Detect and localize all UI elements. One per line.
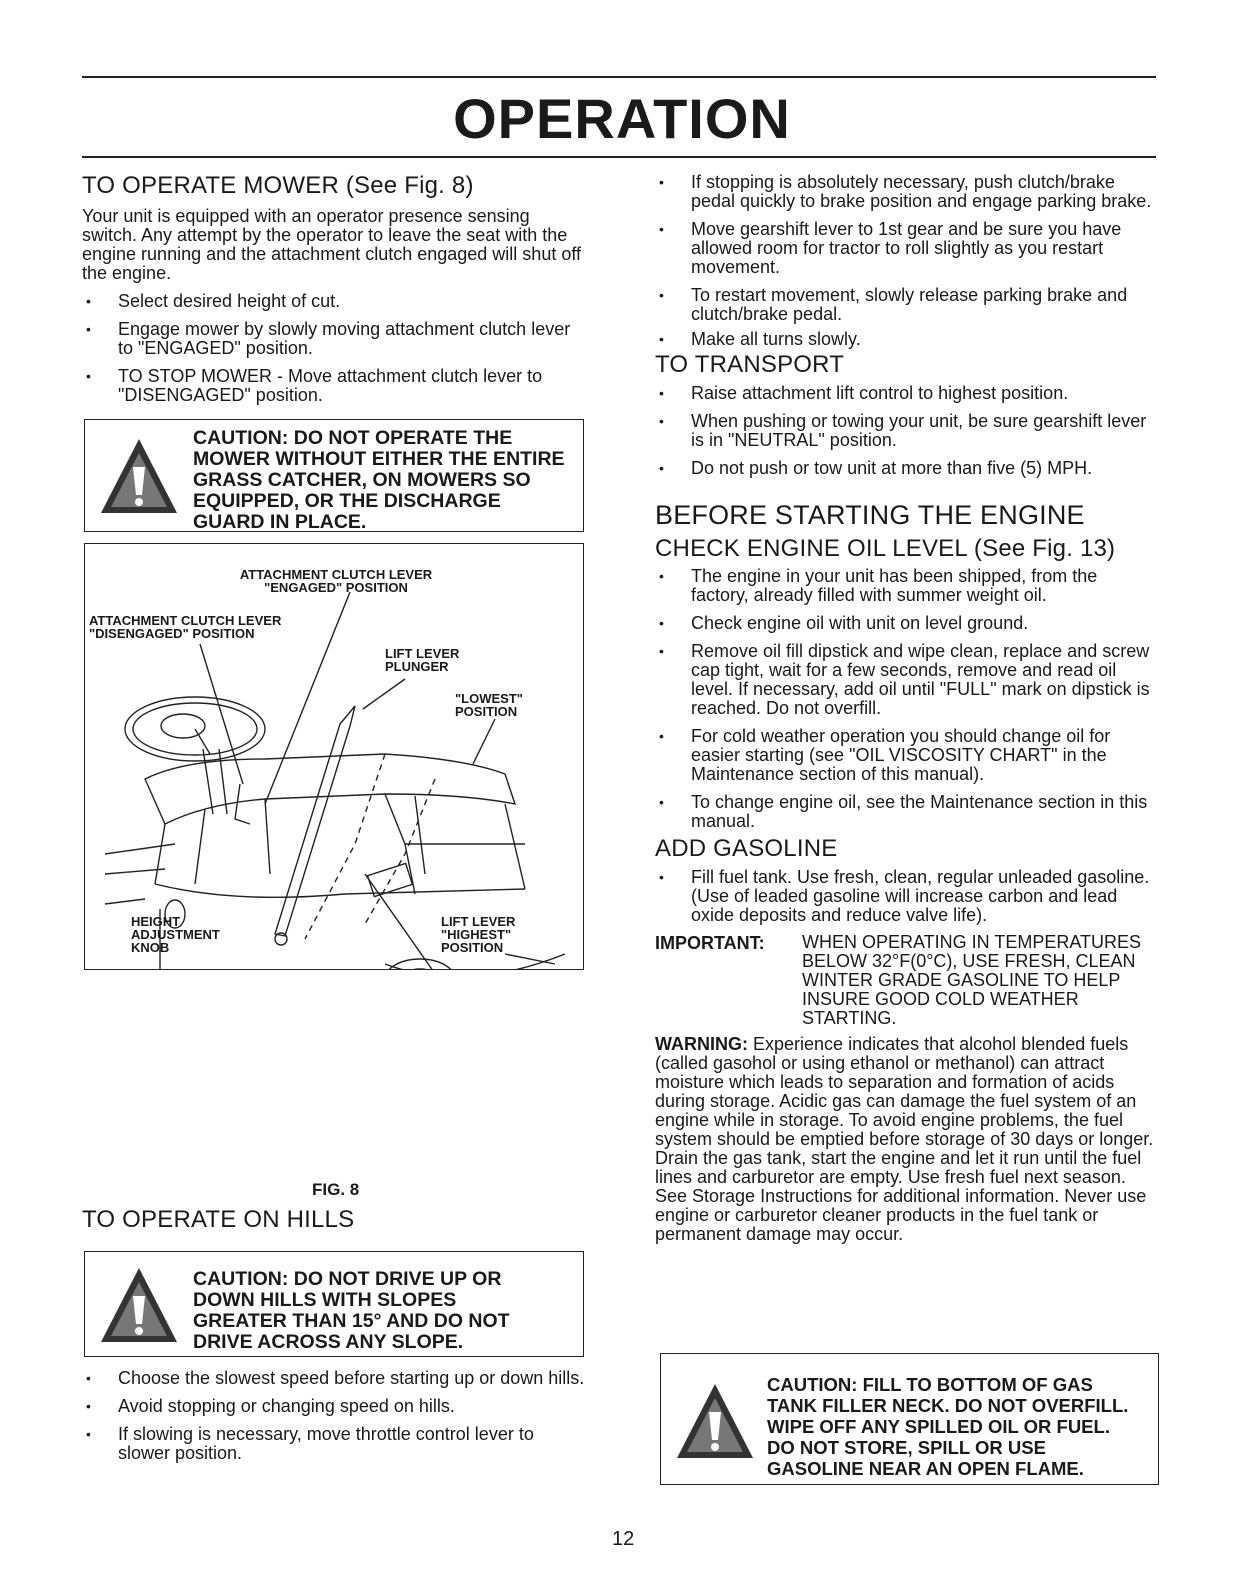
important-text: WHEN OPERATING IN TEMPERATURES BELOW 32°F(0°C), USE FRESH, CLEAN WINTER GRADE GASOLINE TO HELP INSURE GOOD COLD WEATHER STARTING.	[802, 932, 1142, 1028]
list-item: • If slowing is necessary, move throttle control lever to slower position.	[82, 1425, 588, 1463]
hills-caution-box	[84, 1251, 584, 1357]
label-highest	[441, 915, 515, 954]
hills-bullets-wrap	[82, 1360, 588, 1463]
label-line: "HIGHEST"	[441, 927, 512, 942]
list-item: • The engine in your unit has been shipped, from the factory, already filled with summer weight oil.	[655, 567, 1159, 605]
list-item: • For cold weather operation you should change oil for easier starting (see "OIL VISCOSITY CHART" in the Maintenance section of this manual).	[655, 727, 1159, 784]
list-item: • Engage mower by slowly moving attachment clutch lever to "ENGAGED" position.	[82, 320, 588, 358]
list-item: • Move gearshift lever to 1st gear and be sure you have allowed room for tractor to roll slightly as you restart movement.	[655, 220, 1159, 277]
top-rule	[82, 76, 1156, 78]
warning-triangle-icon	[99, 1266, 179, 1344]
label-line: ATTACHMENT CLUTCH LEVER	[89, 613, 282, 628]
label-line: POSITION	[441, 940, 504, 955]
add-gasoline-heading: ADD GASOLINE	[655, 835, 838, 862]
label-engaged	[211, 568, 461, 594]
warning-text: Experience indicates that alcohol blended fuels (called gasohol or using ethanol or methanol) can attract moisture which leads to separation and formation of acids during storage. Acidic gas can damage the fuel system of an engine while in storage. To avoid engine problems, the fuel system should be emptied before storage of 30 days or longer. Drain the gas tank, start the engine and let it run until the fuel lines and carburetor are empty. Use fresh fuel next season. See Storage Instructions for additional information. Never use engine or carburetor cleaner products in the fuel tank or permanent damage may occur.	[655, 1034, 1154, 1244]
label-line: ADJUSTMENT	[131, 927, 220, 942]
label-line: LIFT LEVER	[441, 914, 516, 929]
gas-caution-text: CAUTION: FILL TO BOTTOM OF GAS TANK FILLER NECK. DO NOT OVERFILL. WIPE OFF ANY SPILLED OIL OR FUEL. DO NOT STORE, SPILL OR USE GASOLINE NEAR AN OPEN FLAME.	[767, 1374, 1129, 1479]
warning-paragraph	[655, 1035, 1159, 1244]
label-lowest	[455, 692, 523, 718]
figure-caption: FIG. 8	[312, 1180, 360, 1199]
label-line: "DISENGAGED" POSITION	[89, 626, 255, 641]
important-label: IMPORTANT:	[655, 933, 765, 953]
label-line: POSITION	[455, 704, 518, 719]
hills-heading: TO OPERATE ON HILLS	[82, 1206, 355, 1233]
list-item: • Do not push or tow unit at more than five (5) MPH.	[655, 459, 1159, 478]
list-item: • Fill fuel tank. Use fresh, clean, regular unleaded gasoline. (Use of leaded gasoline will increase carbon and lead oxide deposits and reduce valve life).	[655, 868, 1159, 925]
mower-caution-text: CAUTION: DO NOT OPERATE THE MOWER WITHOUT EITHER THE ENTIRE GRASS CATCHER, ON MOWERS SO EQUIPPED, OR THE DISCHARGE GUARD IN PLACE.	[193, 427, 565, 533]
list-item: • When pushing or towing your unit, be sure gearshift lever is in "NEUTRAL" position.	[655, 412, 1159, 450]
label-line: "LOWEST"	[455, 691, 523, 706]
list-item: • Avoid stopping or changing speed on hills.	[82, 1397, 588, 1416]
gas-bullets	[655, 868, 1159, 925]
hills-section	[82, 1206, 588, 1234]
list-item: • Check engine oil with unit on level ground.	[655, 614, 1159, 633]
hills-bullets	[82, 1369, 588, 1463]
gas-caution-box	[660, 1353, 1159, 1485]
list-item: • To change engine oil, see the Maintenance section in this manual.	[655, 793, 1159, 831]
important-note	[655, 933, 1159, 1033]
page-number: 12	[612, 1528, 635, 1550]
title-rule	[82, 156, 1156, 158]
list-item: • Remove oil fill dipstick and wipe clean, replace and screw cap tight, wait for a few seconds, remove and read oil level. If necessary, add oil until "FULL" mark on dipstick is reached. Do not overfill.	[655, 642, 1159, 718]
warning-triangle-icon	[99, 437, 179, 515]
left-column	[82, 172, 588, 405]
tractor-illustration	[85, 544, 583, 969]
warning-triangle-icon	[675, 1382, 755, 1460]
list-item: • Raise attachment lift control to highest position.	[655, 384, 1159, 403]
label-plunger	[385, 647, 459, 673]
label-line: LIFT LEVER	[385, 646, 460, 661]
list-item: • TO STOP MOWER - Move attachment clutch lever to "DISENGAGED" position.	[82, 367, 588, 405]
hills-continued-bullets	[655, 173, 1159, 349]
list-item: • Choose the slowest speed before starting up or down hills.	[82, 1369, 588, 1388]
label-disengaged	[89, 614, 281, 640]
list-item: • To restart movement, slowly release parking brake and clutch/brake pedal.	[655, 286, 1159, 324]
label-line: HEIGHT	[131, 914, 181, 929]
oil-bullets	[655, 567, 1159, 831]
mower-heading: TO OPERATE MOWER (See Fig. 8)	[82, 172, 474, 199]
oil-level-heading: CHECK ENGINE OIL LEVEL (See Fig. 13)	[655, 535, 1116, 562]
warning-label: WARNING:	[655, 1034, 748, 1054]
page-title: OPERATION	[453, 87, 791, 150]
before-starting-heading: BEFORE STARTING THE ENGINE	[655, 500, 1085, 530]
mower-caution-box	[84, 419, 584, 532]
list-item: • If stopping is absolutely necessary, push clutch/brake pedal quickly to brake position and engage parking brake.	[655, 173, 1159, 211]
label-line: ATTACHMENT CLUTCH LEVER	[239, 567, 433, 582]
figure-8	[84, 543, 584, 970]
transport-bullets	[655, 384, 1159, 478]
list-item: • Make all turns slowly.	[655, 330, 1159, 349]
label-line: "ENGAGED" POSITION	[264, 580, 408, 595]
transport-heading: TO TRANSPORT	[655, 351, 845, 378]
label-line: KNOB	[131, 940, 170, 955]
label-height-knob	[131, 915, 220, 954]
hills-caution-text: CAUTION: DO NOT DRIVE UP OR DOWN HILLS WITH SLOPES GREATER THAN 15° AND DO NOT DRIVE ACROSS ANY SLOPE.	[193, 1268, 510, 1353]
right-column	[655, 164, 1159, 1244]
label-line: PLUNGER	[385, 659, 449, 674]
mower-bullets	[82, 292, 588, 405]
list-item: • Select desired height of cut.	[82, 292, 588, 311]
mower-intro: Your unit is equipped with an operator presence sensing switch. Any attempt by the operator to leave the seat with the engine running and the attachment clutch engaged will shut off the engine.	[82, 206, 582, 283]
